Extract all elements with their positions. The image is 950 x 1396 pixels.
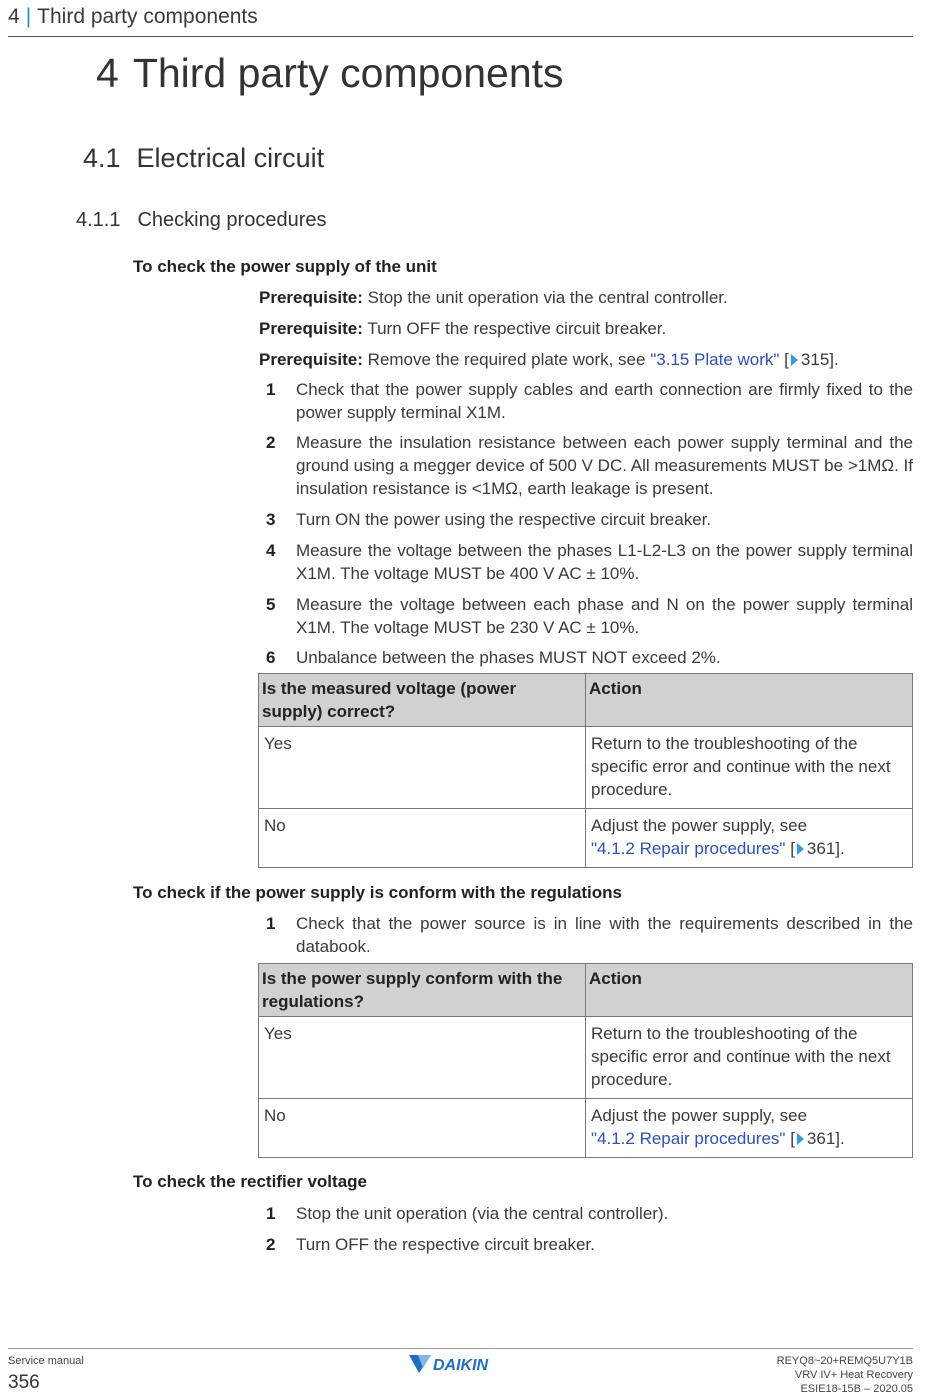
action-text: Adjust the power supply, see <box>591 816 808 835</box>
bracket-close: ]. <box>829 350 839 369</box>
section-number: 4.1 <box>83 143 121 173</box>
step-1 <box>259 912 913 958</box>
table-row <box>259 1099 913 1158</box>
step-2 <box>259 1233 913 1256</box>
chapter-title <box>96 50 564 97</box>
table-row <box>259 727 913 809</box>
logo-text: DAIKIN <box>433 1357 489 1374</box>
step-2 <box>259 431 913 500</box>
table-row <box>259 1017 913 1099</box>
table-header-question: Is the power supply conform with the regulations? <box>259 964 586 1017</box>
step-1 <box>259 378 913 424</box>
prerequisite-1 <box>259 286 913 309</box>
bracket-open: [ <box>779 350 789 369</box>
table-cell-action: Return to the troubleshooting of the specific error and continue with the next procedure. <box>586 1017 913 1099</box>
procedure-heading-power-supply: To check the power supply of the unit <box>133 257 437 276</box>
step-text: Check that the power source is in line with the requirements described in the databook. <box>296 914 913 956</box>
procedure-heading-regulations: To check if the power supply is conform with the regulations <box>133 883 622 902</box>
step-number: 1 <box>266 1204 276 1223</box>
step-number: 4 <box>266 541 276 560</box>
step-1 <box>259 1202 913 1225</box>
table-cell-answer: No <box>259 809 586 868</box>
step-5 <box>259 593 913 639</box>
prerequisite-label: Prerequisite: <box>259 288 363 307</box>
step-text: Turn ON the power using the respective circuit breaker. <box>296 510 712 529</box>
page-ref: 315 <box>800 350 830 369</box>
table-header-question: Is the measured voltage (power supply) correct? <box>259 674 586 727</box>
action-text: Adjust the power supply, see <box>591 1106 808 1125</box>
section-title-text: Electrical circuit <box>136 143 325 173</box>
subsection-title-text: Checking procedures <box>137 209 327 231</box>
repair-procedures-link[interactable]: "4.1.2 Repair procedures" <box>591 1129 786 1148</box>
bracket-close: ]. <box>835 1129 845 1148</box>
running-header <box>8 5 258 29</box>
prerequisite-text: Stop the unit operation via the central controller. <box>362 288 728 307</box>
step-number: 5 <box>266 595 276 614</box>
table-header-action: Action <box>586 964 913 1017</box>
table-cell-answer: No <box>259 1099 586 1158</box>
step-4 <box>259 539 913 585</box>
plate-work-link[interactable]: "3.15 Plate work" <box>650 350 780 369</box>
page-ref: 361 <box>806 1129 836 1148</box>
table-cell-answer: Yes <box>259 727 586 809</box>
power-supply-table <box>258 673 913 868</box>
footer-product: VRV IV+ Heat Recovery <box>794 1369 913 1381</box>
table-row <box>259 809 913 868</box>
page-ref: 361 <box>806 839 836 858</box>
bracket-open: [ <box>785 1129 795 1148</box>
page-arrow-icon <box>791 354 798 366</box>
daikin-logo <box>409 1353 514 1375</box>
footer-rule <box>8 1348 913 1349</box>
footer-model: REYQ8~20+REMQ5U7Y1B <box>776 1355 913 1367</box>
procedure-heading-rectifier: To check the rectifier voltage <box>133 1172 367 1191</box>
step-number: 1 <box>266 380 276 399</box>
step-number: 2 <box>266 1235 276 1254</box>
table-cell-action <box>586 1099 913 1158</box>
chapter-number: 4 <box>96 50 119 96</box>
step-number: 6 <box>266 648 276 667</box>
regulations-table <box>258 963 913 1158</box>
step-3 <box>259 508 913 531</box>
step-text: Measure the voltage between each phase and N on the power supply terminal X1M. The voltage MUST be 230 V AC ± 10%. <box>296 595 913 637</box>
footer-doc-id: ESIE18-15B – 2020.05 <box>800 1383 913 1395</box>
prerequisite-label: Prerequisite: <box>259 319 363 338</box>
table-header-action: Action <box>586 674 913 727</box>
page-arrow-icon <box>797 1133 804 1145</box>
table-header-row <box>259 964 913 1017</box>
table-cell-answer: Yes <box>259 1017 586 1099</box>
step-text: Measure the voltage between the phases L1-L2-L3 on the power supply terminal X1M. The voltage MUST be 400 V AC ± 10%. <box>296 541 913 583</box>
prerequisite-2 <box>259 317 913 340</box>
chapter-title-text: Third party components <box>132 50 564 96</box>
prerequisite-label: Prerequisite: <box>259 350 363 369</box>
step-number: 2 <box>266 433 276 452</box>
running-header-separator: | <box>25 5 32 28</box>
table-header-row <box>259 674 913 727</box>
footer-label: Service manual <box>8 1355 84 1367</box>
step-number: 3 <box>266 510 276 529</box>
table-cell-action <box>586 809 913 868</box>
step-text: Turn OFF the respective circuit breaker. <box>296 1235 595 1254</box>
subsection-title <box>76 209 326 232</box>
header-rule <box>8 36 913 37</box>
bracket-close: ]. <box>835 839 845 858</box>
step-text: Measure the insulation resistance between each power supply terminal and the ground using a megger device of 500 V DC. All measurements MUST be >1MΩ. If insulation resistance is <1MΩ, earth leakage is present. <box>296 433 913 498</box>
bracket-open: [ <box>785 839 795 858</box>
running-header-number: 4 <box>8 5 20 28</box>
page-number: 356 <box>8 1372 40 1393</box>
prerequisite-text: Remove the required plate work, see <box>362 350 651 369</box>
step-number: 1 <box>266 914 276 933</box>
footer-doc-info <box>777 1354 913 1396</box>
section-title <box>83 143 324 174</box>
page-arrow-icon <box>797 843 804 855</box>
step-text: Stop the unit operation (via the central controller). <box>296 1204 669 1223</box>
step-6 <box>259 646 913 669</box>
step-text: Check that the power supply cables and earth connection are firmly fixed to the power supply terminal X1M. <box>296 380 913 422</box>
prerequisite-text: Turn OFF the respective circuit breaker. <box>362 319 667 338</box>
prerequisite-3 <box>259 348 913 371</box>
repair-procedures-link[interactable]: "4.1.2 Repair procedures" <box>591 839 786 858</box>
table-cell-action: Return to the troubleshooting of the specific error and continue with the next procedure. <box>586 727 913 809</box>
running-header-title: Third party components <box>37 5 258 28</box>
subsection-number: 4.1.1 <box>76 209 121 231</box>
step-text: Unbalance between the phases MUST NOT exceed 2%. <box>296 648 721 667</box>
